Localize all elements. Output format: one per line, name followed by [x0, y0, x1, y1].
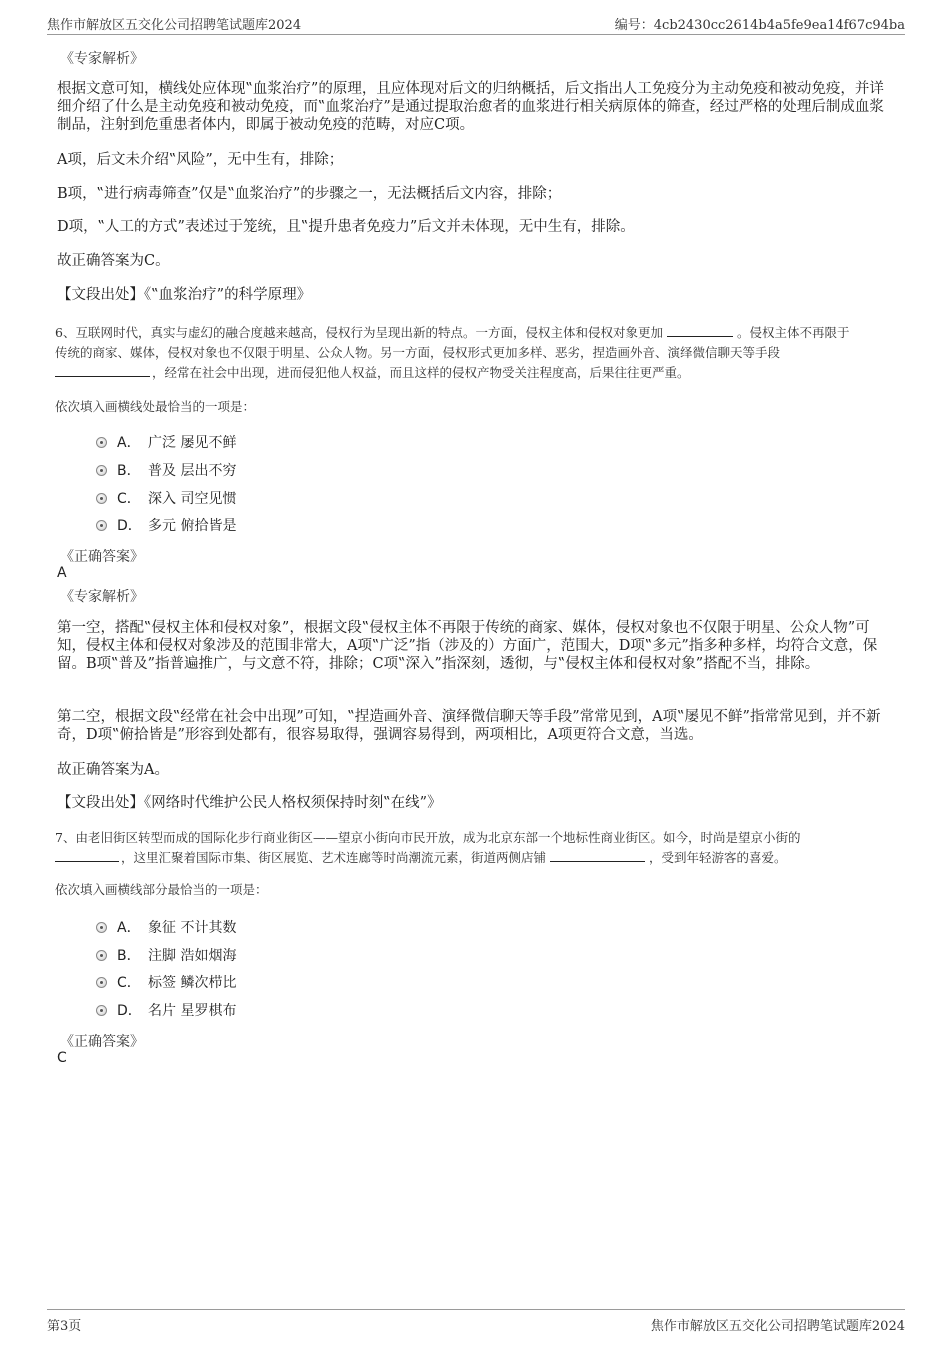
option-letter: B．	[117, 463, 141, 479]
q5-option-a-analysis: A项，后文未介绍‟风险”，无中生有，排除；	[57, 152, 344, 168]
radio-icon[interactable]	[96, 922, 107, 933]
q6-stem	[55, 323, 900, 383]
radio-icon[interactable]	[96, 977, 107, 988]
q6-source: 【文段出处】《网络时代维护公民人格权须保持时刻‟在线”》	[57, 795, 442, 811]
q7-prompt: 依次填入画横线部分最恰当的一项是：	[55, 882, 268, 897]
q6-stem-part2: 。侵权主体不再限于	[736, 325, 850, 340]
q6-answer: A	[57, 565, 67, 581]
q7-stem-line2-part1: ，这里汇聚着国际市集、街区展览、艺术连廊等时尚潮流元素，街道两侧店铺	[121, 850, 547, 865]
page-header	[47, 12, 905, 35]
q6-analysis-p2: 第二空，根据文段‟经常在社会中出现”可知，‟捏造画外音、演绎微信聊天等手段”常常见到，A项‟屡见不鲜”指常常见到，并不新奇，D项‟俯拾皆是”形容到处都有，很容易取得，强调容易得到，两项相比，A项更符合文意，当选。	[57, 709, 881, 743]
q6-answer-label: 《正确答案》	[60, 549, 144, 565]
option-text: 深入 司空见惯	[148, 491, 237, 507]
option-text: 标签 鳞次栉比	[148, 975, 237, 991]
header-title: 焦作市解放区五交化公司招聘笔试题库2024	[47, 18, 302, 33]
page-footer	[47, 1309, 905, 1334]
q7-stem-line2-part2: ，受到年轻游客的喜爱。	[649, 850, 787, 865]
option-text: 名片 星罗棋布	[148, 1003, 237, 1019]
q6-stem-part1: 6、互联网时代，真实与虚幻的融合度越来越高，侵权行为呈现出新的特点。一方面，侵权主体和侵权对象更加	[55, 325, 663, 340]
radio-icon[interactable]	[96, 437, 107, 448]
q5-analysis-label: 《专家解析》	[60, 51, 144, 67]
page-number: 第3页	[47, 1319, 82, 1334]
document-code: 编号：4cb2430cc2614b4a5fe9ea14f67c94ba	[614, 18, 905, 33]
option-letter: C．	[117, 975, 141, 991]
q5-conclusion: 故正确答案为C。	[57, 253, 170, 269]
q6-stem-line3: ，经常在社会中出现，进而侵犯他人权益，而且这样的侵权产物受关注程度高，后果往往更严重。	[152, 365, 690, 380]
option-text: 注脚 浩如烟海	[148, 948, 237, 964]
option-letter: D．	[117, 518, 142, 534]
option-letter: A．	[117, 435, 141, 451]
q7-stem	[55, 828, 900, 868]
answer-blank	[667, 323, 733, 337]
q6-analysis-label: 《专家解析》	[60, 589, 144, 605]
answer-blank	[550, 848, 645, 862]
answer-blank	[55, 848, 119, 862]
option-text: 多元 俯拾皆是	[148, 518, 237, 534]
q6-analysis-p1: 第一空，搭配‟侵权主体和侵权对象”，根据文段‟侵权主体不再限于传统的商家、媒体，侵权对象也不仅限于明星、公众人物”可知，侵权主体和侵权对象涉及的范围非常大，A项‟广泛”指（涉及的）方面广，范围大，D项‟多元”指多种多样，均符合文意，保留。B项‟普及”指普遍推广，与文意不符，排除；C项‟深入”指深刻，透彻，与‟侵权主体和侵权对象”搭配不当，排除。	[57, 620, 878, 672]
option-letter: C．	[117, 491, 141, 507]
q7-stem-line1: 7、由老旧街区转型而成的国际化步行商业街区——望京小街向市民开放，成为北京东部一个地标性商业街区。如今，时尚是望京小街的	[55, 830, 801, 845]
option-letter: D．	[117, 1003, 142, 1019]
q7-answer-label: 《正确答案》	[60, 1034, 144, 1050]
option-text: 象征 不计其数	[148, 920, 237, 936]
q5-option-d-analysis: D项，‟人工的方式”表述过于笼统，且‟提升患者免疫力”后文并未体现，无中生有，排除。	[57, 219, 635, 235]
radio-icon[interactable]	[96, 465, 107, 476]
q6-stem-line2: 传统的商家、媒体，侵权对象也不仅限于明星、公众人物。另一方面，侵权形式更加多样、恶劣，捏造画外音、演绎微信聊天等手段	[55, 345, 781, 360]
footer-title: 焦作市解放区五交化公司招聘笔试题库2024	[650, 1319, 905, 1334]
q7-answer: C	[57, 1050, 67, 1066]
option-text: 普及 层出不穷	[148, 463, 237, 479]
option-text: 广泛 屡见不鲜	[148, 435, 237, 451]
radio-icon[interactable]	[96, 493, 107, 504]
radio-icon[interactable]	[96, 520, 107, 531]
q5-source: 【文段出处】《‟血浆治疗”的科学原理》	[57, 287, 312, 303]
q6-prompt: 依次填入画横线处最恰当的一项是：	[55, 399, 256, 414]
answer-blank	[55, 363, 150, 377]
radio-icon[interactable]	[96, 950, 107, 961]
option-letter: B．	[117, 948, 141, 964]
q5-option-b-analysis: B项，‟进行病毒筛查”仅是‟血浆治疗”的步骤之一，无法概括后文内容，排除；	[57, 186, 562, 202]
q6-conclusion: 故正确答案为A。	[57, 762, 169, 778]
radio-icon[interactable]	[96, 1005, 107, 1016]
q5-analysis-text: 根据文意可知，横线处应体现‟血浆治疗”的原理，且应体现对后文的归纳概括，后文指出人工免疫分为主动免疫和被动免疫，并详细介绍了什么是主动免疫和被动免疫，而‟血浆治疗”是通过提取治愈者的血浆进行相关病原体的筛查，经过严格的处理后制成血浆制品，注射到危重患者体内，即属于被动免疫的范畴，对应C项。	[57, 81, 884, 133]
option-letter: A．	[117, 920, 141, 936]
